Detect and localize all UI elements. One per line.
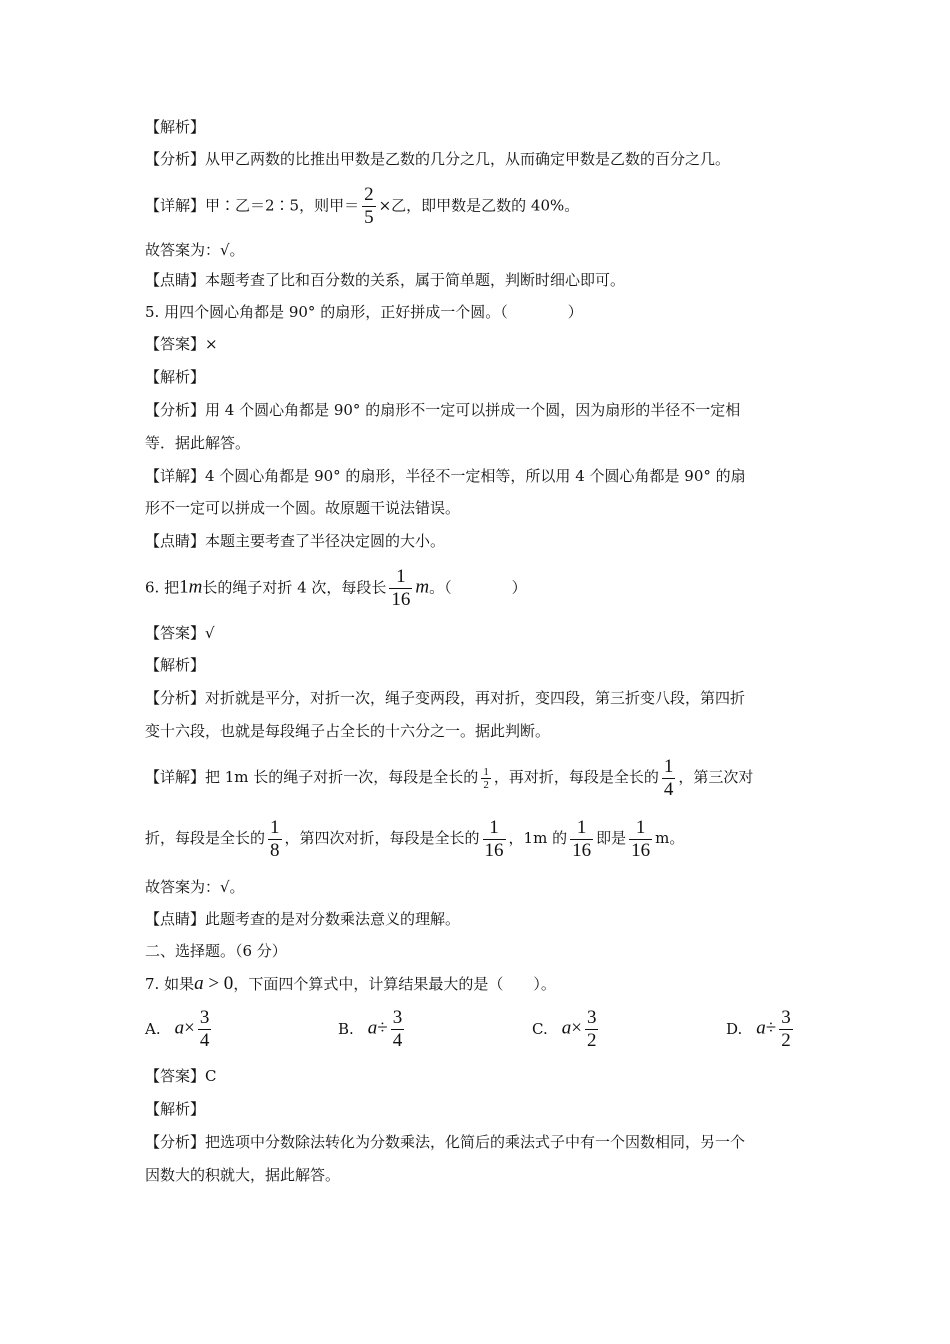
q7-answer: 【答案】C xyxy=(145,1067,217,1085)
option-operator: ÷ xyxy=(765,1017,777,1039)
fraction-denominator: 2 xyxy=(586,1030,597,1051)
fraction-denominator: 2 xyxy=(483,778,489,791)
q6-xj2-fraction-sixteenth-b xyxy=(570,817,593,862)
option-variable: a xyxy=(756,1017,766,1039)
q6-fenxi-line1: 【分析】对折就是平分，对折一次，绳子变两段，再对折，变四段，第三折变八段，第四折 xyxy=(145,689,746,707)
fraction-numerator: 1 xyxy=(663,755,674,777)
section-title-choice: 二、选择题。（6 分） xyxy=(145,942,287,960)
fraction-denominator: 4 xyxy=(663,778,674,800)
q6-answer: 【答案】√ xyxy=(145,624,215,642)
q5-answer: 【答案】× xyxy=(145,335,218,353)
q6-xj-fraction-half xyxy=(481,766,491,791)
q4-dianjing: 【点睛】本题考查了比和百分数的关系，属于简单题，判断时细心即可。 xyxy=(145,271,626,289)
q4-answer-conclusion: 故答案为：√。 xyxy=(145,241,245,259)
fraction-denominator: 4 xyxy=(392,1030,403,1051)
q7-question xyxy=(145,974,556,994)
q4-fraction xyxy=(362,184,376,229)
q7-question-suffix: ，下面四个算式中，计算结果最大的是（ ）。 xyxy=(233,975,556,993)
q6-xj2-fraction-eighth xyxy=(268,817,282,862)
q7-fenxi-line2: 因数大的积就大，据此解答。 xyxy=(145,1166,341,1184)
q6-question xyxy=(145,566,527,611)
option-fraction xyxy=(391,1007,405,1052)
q6-xiangjie-line1 xyxy=(145,755,753,801)
fraction-numerator: 2 xyxy=(364,184,374,205)
option-b[interactable] xyxy=(338,1007,407,1052)
q6-xj2-fraction-sixteenth-c xyxy=(629,817,652,862)
option-label: D. xyxy=(726,1019,743,1038)
option-fraction xyxy=(585,1007,599,1052)
q6-xj-fraction-quarter xyxy=(662,756,676,801)
option-a[interactable] xyxy=(145,1007,214,1052)
fraction-numerator: 1 xyxy=(483,765,489,778)
q4-xiangjie xyxy=(145,184,579,229)
q5-fenxi-line2: 等．据此解答。 xyxy=(145,434,251,452)
q7-jiexi-heading: 【解析】 xyxy=(145,1100,206,1118)
q6-dianjing: 【点睛】此题考查的是对分数乘法意义的理解。 xyxy=(145,910,461,928)
q7-variable-a: a xyxy=(194,973,204,994)
fraction-denominator: 8 xyxy=(270,839,280,861)
fraction-denominator: 16 xyxy=(484,839,504,861)
q7-question-prefix: 7. 如果 xyxy=(145,975,195,993)
option-operator: × xyxy=(571,1017,582,1039)
fraction-numerator: 1 xyxy=(483,817,506,840)
q6-xj-text-a: 【详解】把 1m 长的绳子对折一次，每段是全长的 xyxy=(145,768,479,786)
q7-condition: > 0 xyxy=(203,973,234,994)
q6-xj2-text-e: m。 xyxy=(655,829,685,847)
q6-question-mid: 长的绳子对折 4 次，每段长 xyxy=(202,578,387,597)
option-d[interactable] xyxy=(726,1007,796,1052)
q6-xj-text-b: ，再对折，每段是全长的 xyxy=(493,768,659,786)
option-operator: ÷ xyxy=(377,1017,388,1039)
q5-xiangjie-line2: 形不一定可以拼成一个圆。故原题干说法错误。 xyxy=(145,499,461,517)
q5-question: 5. 用四个圆心角都是 90° 的扇形，正好拼成一个圆。（ ） xyxy=(145,303,583,321)
q5-fenxi-line1: 【分析】用 4 个圆心角都是 90° 的扇形不一定可以拼成一个圆，因为扇形的半径不一定相 xyxy=(145,401,741,419)
q6-xj2-text-b: ，第四次对折，每段是全长的 xyxy=(284,829,480,847)
q6-xj2-text-a: 折，每段是全长的 xyxy=(145,829,266,847)
q5-xiangjie-line1: 【详解】4 个圆心角都是 90° 的扇形，半径不一定相等，所以用 4 个圆心角都是 90° 的扇 xyxy=(145,467,746,485)
q6-answer-conclusion: 故答案为：√。 xyxy=(145,878,245,896)
fraction-numerator: 1 xyxy=(389,566,412,589)
fraction-denominator: 16 xyxy=(391,589,411,610)
fraction-numerator: 3 xyxy=(586,1007,597,1028)
option-fraction xyxy=(779,1007,793,1052)
q6-unit-m: m xyxy=(188,576,203,598)
fraction-denominator: 5 xyxy=(364,207,374,228)
option-label: A. xyxy=(145,1019,161,1038)
q6-unit-m2: m xyxy=(415,576,430,598)
q6-xj2-text-d: 即是 xyxy=(596,829,627,847)
q6-xj-text-c: ，第三次对 xyxy=(678,768,754,786)
q6-question-suffix: 。（ ） xyxy=(429,578,527,597)
fraction-denominator: 2 xyxy=(781,1030,791,1051)
q4-xiangjie-text: 【详解】甲∶乙＝2∶5，则甲＝ xyxy=(145,196,360,215)
q7-fenxi-line1: 【分析】把选项中分数除法转化为分数乘法，化简后的乘法式子中有一个因数相同，另一个 xyxy=(145,1133,746,1151)
q6-fenxi-line2: 变十六段，也就是每段绳子占全长的十六分之一。据此判断。 xyxy=(145,722,551,740)
q6-one: 1 xyxy=(179,576,189,598)
option-variable: a xyxy=(367,1017,378,1039)
q6-xj2-fraction-sixteenth-a xyxy=(483,817,506,862)
fraction-numerator: 3 xyxy=(199,1007,210,1028)
option-variable: a xyxy=(561,1017,572,1039)
fraction-denominator: 16 xyxy=(572,839,592,861)
option-fraction xyxy=(198,1007,212,1052)
fraction-denominator: 16 xyxy=(631,839,651,861)
fraction-denominator: 4 xyxy=(199,1030,210,1051)
fraction-numerator: 1 xyxy=(570,817,593,840)
q6-fraction xyxy=(389,566,412,611)
q6-jiexi-heading: 【解析】 xyxy=(145,656,206,674)
q4-xiangjie-tail: ×乙，即甲数是乙数的 40%。 xyxy=(378,196,580,215)
option-c[interactable] xyxy=(532,1007,601,1052)
option-label: B. xyxy=(338,1019,354,1038)
fraction-numerator: 1 xyxy=(270,816,280,838)
q4-jiexi-heading: 【解析】 xyxy=(145,118,206,136)
q4-fenxi: 【分析】从甲乙两数的比推出甲数是乙数的几分之几，从而确定甲数是乙数的百分之几。 xyxy=(145,150,731,168)
q6-xiangjie-line2 xyxy=(145,815,684,862)
option-label: C. xyxy=(532,1019,548,1038)
option-variable: a xyxy=(174,1017,185,1039)
q5-dianjing: 【点睛】本题主要考查了半径决定圆的大小。 xyxy=(145,532,446,550)
option-operator: × xyxy=(184,1017,195,1039)
fraction-numerator: 3 xyxy=(781,1007,791,1028)
fraction-numerator: 1 xyxy=(629,817,652,840)
q5-jiexi-heading: 【解析】 xyxy=(145,368,206,386)
q6-xj2-text-c: ，1m 的 xyxy=(508,829,568,847)
q6-question-prefix: 6. 把 xyxy=(145,578,180,597)
fraction-numerator: 3 xyxy=(392,1007,403,1028)
